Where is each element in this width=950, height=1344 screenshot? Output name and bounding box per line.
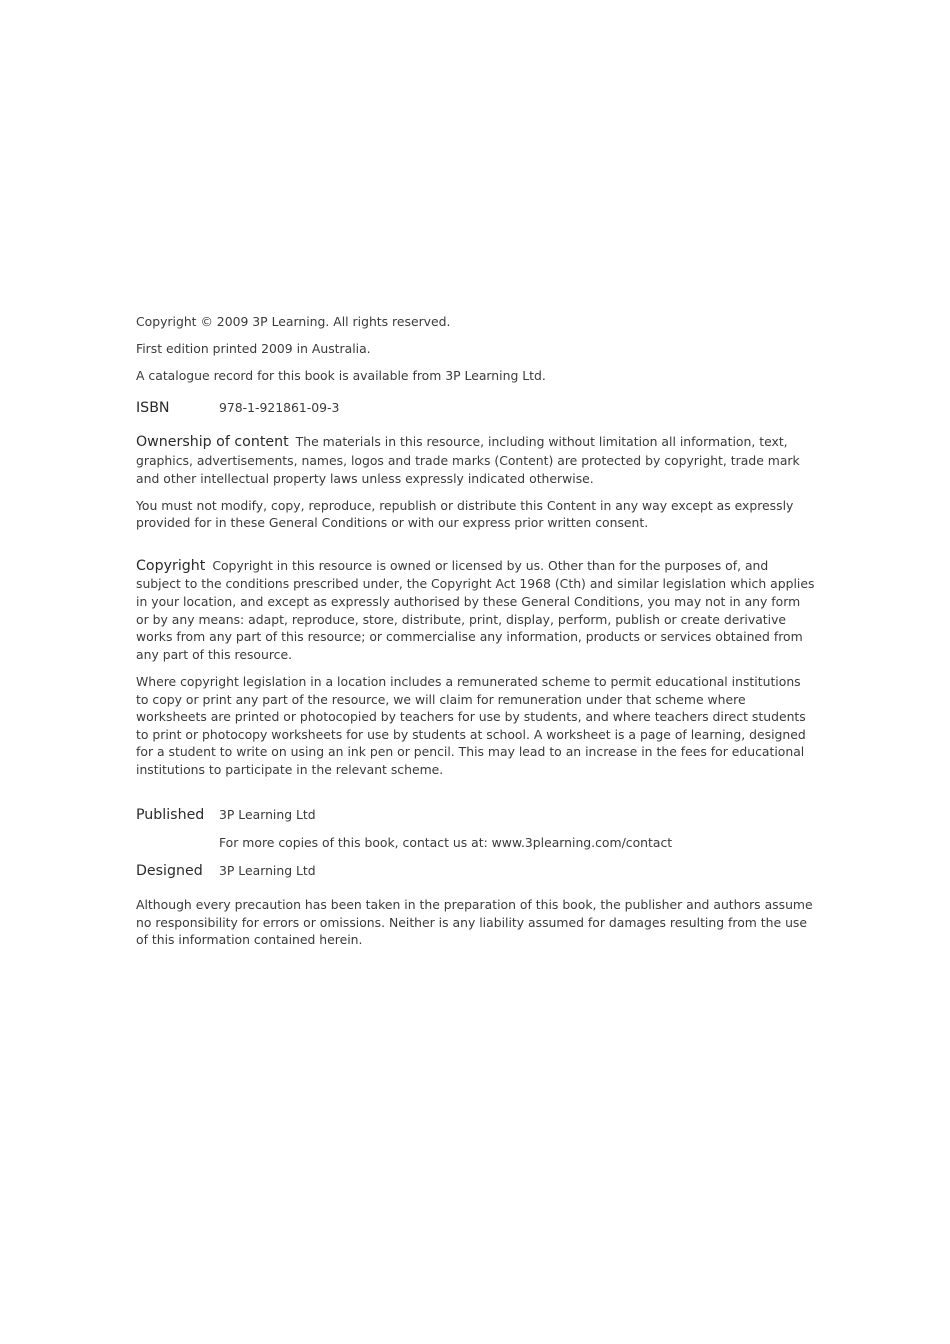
published-label: Published (136, 807, 205, 824)
published-row (136, 806, 816, 824)
copyright-text: Copyright in this resource is owned or licensed by us. Other than for the purposes of, and subject to the conditions prescribed under, the Copyright Act 1968 (Cth) and similar legislation which applies in your location, and except as expressly authorised by these General Conditions, you may not in any form or by any means: adapt, reproduce, store, distribute, print, display, perform, publish or create derivative works from any part of this resource; or commercialise any information, products or services obtained from any part of this resource. (136, 557, 815, 662)
disclaimer: Although every precaution has been taken in the preparation of this book, the publisher and authors assume no responsibility for errors or omissions. Neither is any liability assumed for damages resulting from the use of this information contained herein. (136, 897, 813, 948)
catalogue-line: A catalogue record for this book is available from 3P Learning Ltd. (136, 368, 546, 384)
copyright-paragraph (136, 557, 816, 664)
copyright-paragraph-2: Where copyright legislation in a location includes a remunerated scheme to permit educational institutions to copy or print any part of the resource, we will claim for remuneration under that scheme where worksheets are printed or photocopied by teachers for use by students, and where teachers direct students to print or photocopy worksheets for use by students at school. A worksheet is a page of learning, designed for a student to write on using an ink pen or pencil. This may lead to an increase in the fees for educational institutions to participate in the relevant scheme. (136, 673, 806, 777)
edition-line: First edition printed 2009 in Australia. (136, 341, 371, 357)
ownership-heading: Ownership of content (136, 434, 289, 451)
isbn-label: ISBN (136, 399, 170, 416)
designed-label: Designed (136, 862, 203, 879)
designed-value: 3P Learning Ltd (219, 862, 316, 878)
copyright-line: Copyright © 2009 3P Learning. All rights reserved. (136, 314, 451, 329)
imprint-content (136, 313, 816, 949)
published-contact: For more copies of this book, contact us at: www.3plearning.com/contact (219, 835, 673, 851)
isbn-value: 978-1-921861-09-3 (219, 399, 340, 415)
copyright-heading: Copyright (136, 557, 206, 574)
isbn-row (136, 399, 816, 417)
ownership-paragraph (136, 433, 816, 487)
designed-row (136, 862, 816, 880)
ownership-paragraph-2: You must not modify, copy, reproduce, republish or distribute this Content in any way except as expressly provided for in these General Conditions or with our express prior written consent. (136, 497, 794, 531)
published-value: 3P Learning Ltd (219, 807, 316, 823)
ownership-text: The materials in this resource, including without limitation all information, text, graphics, advertisements, names, logos and trade marks (Content) are protected by copyright, trade mark and other intellectual property laws unless expressly indicated otherwise. (136, 434, 800, 486)
